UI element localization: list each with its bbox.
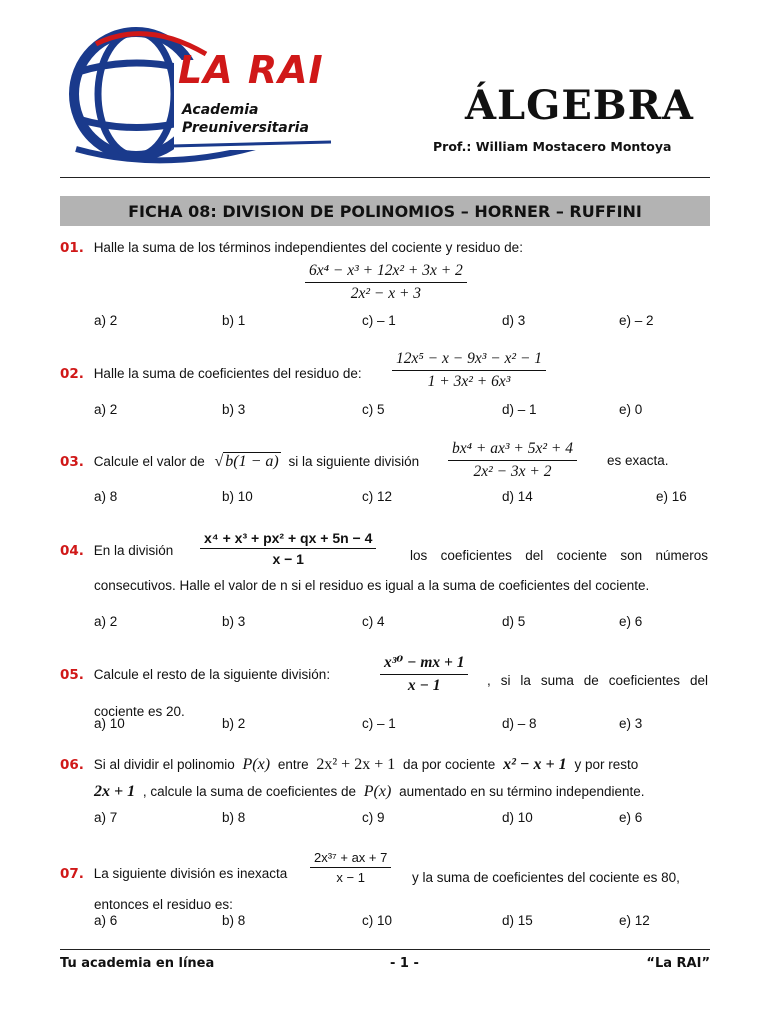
option-b[interactable]: b) 2	[222, 716, 246, 731]
question-text-f: aumentado en su término independiente.	[399, 784, 645, 799]
question-number: 01.	[60, 240, 84, 256]
option-b[interactable]: b) 1	[222, 313, 246, 328]
logo-line-academia: Academia	[182, 102, 259, 118]
worksheet-title: FICHA 08: DIVISION DE POLINOMIOS – HORNER – RUFFINI	[128, 201, 642, 221]
question-06	[60, 755, 710, 775]
sqrt-expression: √ b(1 − a)	[214, 453, 279, 470]
option-d[interactable]: d) 14	[502, 489, 533, 504]
fraction-numerator: 6x⁴ − x³ + 12x² + 3x + 2	[305, 262, 467, 283]
option-c[interactable]: c) 4	[362, 614, 385, 629]
option-b[interactable]: b) 10	[222, 489, 253, 504]
question-01-fraction	[305, 262, 467, 303]
option-d[interactable]: d) 3	[502, 313, 526, 328]
option-e[interactable]: e) – 2	[619, 313, 654, 328]
option-b[interactable]: b) 8	[222, 913, 246, 928]
fraction-denominator: x − 1	[272, 551, 304, 567]
option-b[interactable]: b) 3	[222, 402, 246, 417]
option-e[interactable]: e) 12	[619, 913, 650, 928]
worksheet-banner	[60, 196, 710, 226]
option-d[interactable]: d) 5	[502, 614, 526, 629]
footer-tagline: Tu academia en línea	[60, 956, 215, 971]
fraction-denominator: x − 1	[336, 870, 365, 885]
question-text: Halle la suma de los términos independientes del cociente y residuo de:	[93, 240, 523, 255]
remainder-expression: 2x + 1	[94, 783, 136, 800]
academy-logo	[66, 24, 336, 174]
question-text-a: Calcule el resto de la siguiente división:	[93, 667, 331, 682]
question-number: 03.	[60, 454, 84, 470]
question-text-e: , calcule la suma de coeficientes de	[142, 784, 357, 799]
option-e[interactable]: e) 3	[619, 716, 643, 731]
fraction-numerator: bx⁴ + ax³ + 5x² + 4	[448, 440, 577, 461]
question-text-a: La siguiente división es inexacta	[93, 866, 288, 881]
question-text-a: Calcule el valor de	[93, 454, 205, 469]
page-title: ÁLGEBRA	[465, 82, 694, 129]
sqrt-radicand: b(1 − a)	[225, 453, 279, 470]
question-text-b: entre	[277, 757, 309, 772]
option-d[interactable]: d) 10	[502, 810, 533, 825]
page-number: - 1 -	[390, 956, 419, 971]
option-a[interactable]: a) 6	[94, 913, 118, 928]
option-a[interactable]: a) 2	[94, 313, 118, 328]
option-c[interactable]: c) 5	[362, 402, 385, 417]
question-text-c: da por cociente	[402, 757, 496, 772]
logo-line-preuniversitaria: Preuniversitaria	[182, 120, 309, 136]
quotient-expression: x² − x + 1	[503, 756, 567, 773]
footer-divider	[60, 949, 710, 950]
option-c[interactable]: c) 12	[362, 489, 393, 504]
logo-brand: LA RAI	[178, 48, 324, 92]
question-number: 05.	[60, 667, 84, 683]
question-number: 02.	[60, 366, 84, 382]
option-e[interactable]: e) 16	[656, 489, 687, 504]
fraction-denominator: 2x² − 3x + 2	[473, 463, 552, 480]
option-a[interactable]: a) 2	[94, 402, 118, 417]
question-number: 07.	[60, 866, 84, 882]
option-c[interactable]: c) 9	[362, 810, 385, 825]
fraction-denominator: 2x² − x + 3	[350, 285, 422, 302]
fraction-numerator: 2x³⁷ + ax + 7	[310, 850, 391, 868]
question-04-text-b: los coeficientes del cociente son números consecutivos. Halle el valor de n si el residuo es igual a la suma de coeficientes del cociente.	[94, 548, 708, 593]
option-d[interactable]: d) – 1	[502, 402, 537, 417]
question-06-line2	[94, 783, 714, 801]
option-a[interactable]: a) 10	[94, 716, 125, 731]
option-e[interactable]: e) 6	[619, 810, 643, 825]
option-e[interactable]: e) 0	[619, 402, 643, 417]
fraction-denominator: 1 + 3x² + 6x³	[427, 373, 511, 390]
professor-name: Prof.: William Mostacero Montoya	[433, 139, 672, 154]
question-02-fraction	[392, 350, 546, 391]
question-03-fraction	[448, 440, 577, 481]
option-c[interactable]: c) – 1	[362, 716, 396, 731]
divisor-expression: 2x² + 2x + 1	[316, 756, 396, 773]
question-01	[60, 238, 710, 258]
option-c[interactable]: c) 10	[362, 913, 393, 928]
option-d[interactable]: d) 15	[502, 913, 533, 928]
option-a[interactable]: a) 2	[94, 614, 118, 629]
question-02	[60, 364, 710, 384]
fraction-numerator: 12x⁵ − x − 9x³ − x² − 1	[392, 350, 546, 371]
option-c[interactable]: c) – 1	[362, 313, 396, 328]
question-text: Halle la suma de coeficientes del residuo de:	[93, 366, 362, 381]
fraction-numerator: x³⁰ − mx + 1	[380, 652, 468, 675]
polynomial-p: P(x)	[363, 783, 392, 800]
footer-brand: “La RAI”	[646, 956, 710, 971]
question-07-text-b: y la suma de coeficientes del cociente es 80, entonces el residuo es:	[94, 870, 680, 912]
question-text-b: si la siguiente división	[288, 454, 420, 469]
globe-logo-icon	[66, 24, 336, 174]
polynomial-p: P(x)	[242, 756, 271, 773]
question-text-a: Si al dividir el polinomio	[93, 757, 235, 772]
option-d[interactable]: d) – 8	[502, 716, 537, 731]
question-number: 06.	[60, 757, 84, 773]
question-number: 04.	[60, 543, 84, 559]
option-a[interactable]: a) 8	[94, 489, 118, 504]
fraction-denominator: x − 1	[407, 677, 441, 694]
question-03-text-c: es exacta.	[607, 453, 669, 468]
option-b[interactable]: b) 3	[222, 614, 246, 629]
header-divider	[60, 177, 710, 178]
question-text-d: y por resto	[574, 757, 639, 772]
option-e[interactable]: e) 6	[619, 614, 643, 629]
fraction-numerator: x⁴ + x³ + px² + qx + 5n − 4	[200, 530, 376, 549]
option-b[interactable]: b) 8	[222, 810, 246, 825]
option-a[interactable]: a) 7	[94, 810, 118, 825]
question-05-text-b: , si la suma de coeficientes del cociente es 20.	[94, 673, 708, 719]
question-text-a: En la división	[93, 543, 174, 558]
